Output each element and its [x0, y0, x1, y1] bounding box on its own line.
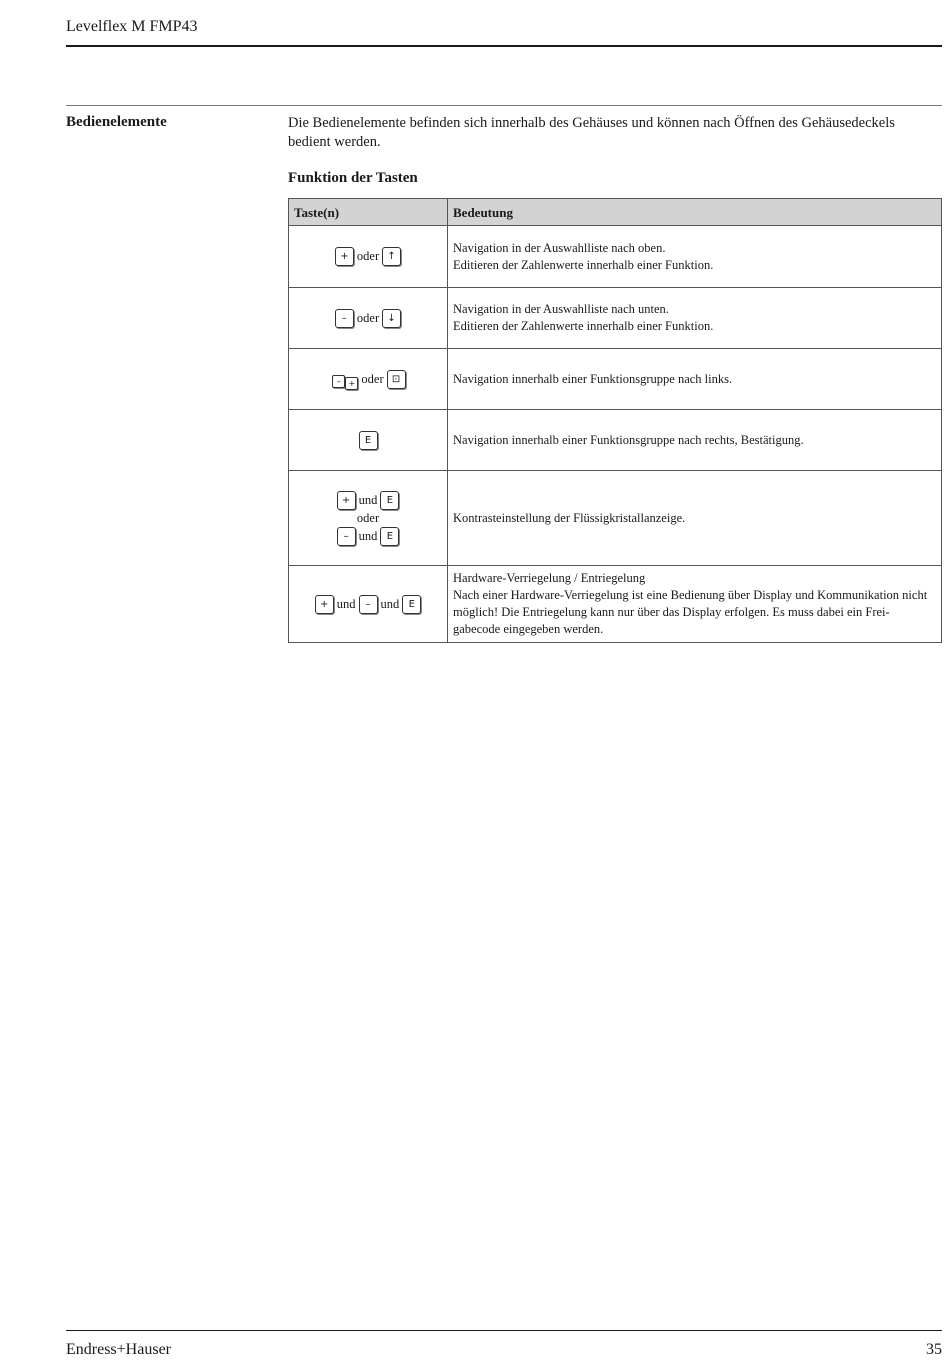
document-header-title: Levelflex M FMP43	[66, 18, 198, 35]
description-line: Navigation in der Auswahlliste nach unten.	[453, 302, 669, 316]
section-title: Bedienelemente	[66, 114, 167, 130]
key-cell	[289, 410, 448, 471]
und-label: und	[336, 596, 356, 611]
plus-key-icon: +	[345, 377, 358, 390]
e-key-icon: E	[359, 431, 378, 450]
oder-label: oder	[356, 249, 380, 263]
key-cell	[289, 226, 448, 288]
description-cell	[448, 349, 942, 410]
section-divider	[66, 105, 942, 106]
description-line: Nach einer Hardware-Verriegelung ist eine Bedienung über Display und Kommunikation nicht möglich! Die Entriegelung kann nur über das Display erfolgen. Es muss dabei ein Frei-gabecode eingegeben werden.	[453, 588, 928, 636]
column-header-keys: Taste(n)	[289, 199, 448, 226]
key-cell	[289, 566, 448, 643]
oder-label: oder	[356, 510, 380, 525]
description-line: Navigation in der Auswahlliste nach oben.	[453, 240, 666, 255]
description-cell	[448, 288, 942, 349]
table-row	[289, 471, 942, 566]
minus-key-icon: –	[335, 309, 354, 328]
plus-key-icon: +	[335, 247, 354, 266]
e-key-icon: E	[380, 491, 399, 510]
table-row	[289, 566, 942, 643]
plus-key-icon: +	[337, 491, 356, 510]
minus-plus-combo-icon	[329, 369, 359, 389]
und-label: und	[358, 528, 378, 543]
table-row	[289, 349, 942, 410]
description-line: Editieren der Zahlenwerte innerhalb einer Funktion.	[453, 319, 714, 333]
header-divider	[66, 45, 942, 47]
plus-key-icon: +	[315, 595, 334, 614]
minus-key-icon: –	[359, 595, 378, 614]
description-cell	[448, 566, 942, 643]
minus-key-icon: –	[332, 375, 345, 388]
escape-key-icon: ⊡	[387, 370, 406, 389]
footer-divider	[66, 1330, 942, 1331]
oder-label: oder	[361, 371, 384, 386]
table-header-row	[289, 199, 942, 226]
table-subtitle: Funktion der Tasten	[288, 170, 418, 186]
description-line: Navigation innerhalb einer Funktionsgruppe nach rechts, Bestätigung.	[453, 432, 804, 447]
und-label: und	[380, 596, 400, 611]
minus-key-icon: –	[337, 527, 356, 546]
key-cell	[289, 349, 448, 410]
description-cell	[448, 226, 942, 288]
page-number: 35	[926, 1341, 942, 1358]
oder-label: oder	[356, 310, 380, 325]
table-row	[289, 410, 942, 471]
description-line: Editieren der Zahlenwerte innerhalb einer Funktion.	[453, 257, 714, 272]
description-cell	[448, 471, 942, 566]
e-key-icon: E	[380, 527, 399, 546]
description-line: Navigation innerhalb einer Funktionsgruppe nach links.	[453, 371, 733, 386]
key-cell	[289, 288, 448, 349]
intro-paragraph: Die Bedienelemente befinden sich innerhalb des Gehäuses und können nach Öffnen des Gehäusedeckels bedient werden.	[288, 115, 895, 150]
footer-brand: Endress+Hauser	[66, 1341, 171, 1358]
description-cell	[448, 410, 942, 471]
column-header-meaning: Bedeutung	[448, 199, 942, 226]
table-row	[289, 226, 942, 288]
description-line: Hardware-Verriegelung / Entriegelung	[453, 571, 646, 585]
key-cell	[289, 471, 448, 566]
table-row	[289, 288, 942, 349]
key-function-table	[288, 198, 942, 643]
description-line: Kontrasteinstellung der Flüssigkristallanzeige.	[453, 510, 686, 525]
e-key-icon: E	[402, 595, 421, 614]
up-arrow-key-icon: ↑	[382, 247, 401, 266]
down-arrow-key-icon: ↓	[382, 309, 401, 328]
und-label: und	[358, 492, 378, 507]
